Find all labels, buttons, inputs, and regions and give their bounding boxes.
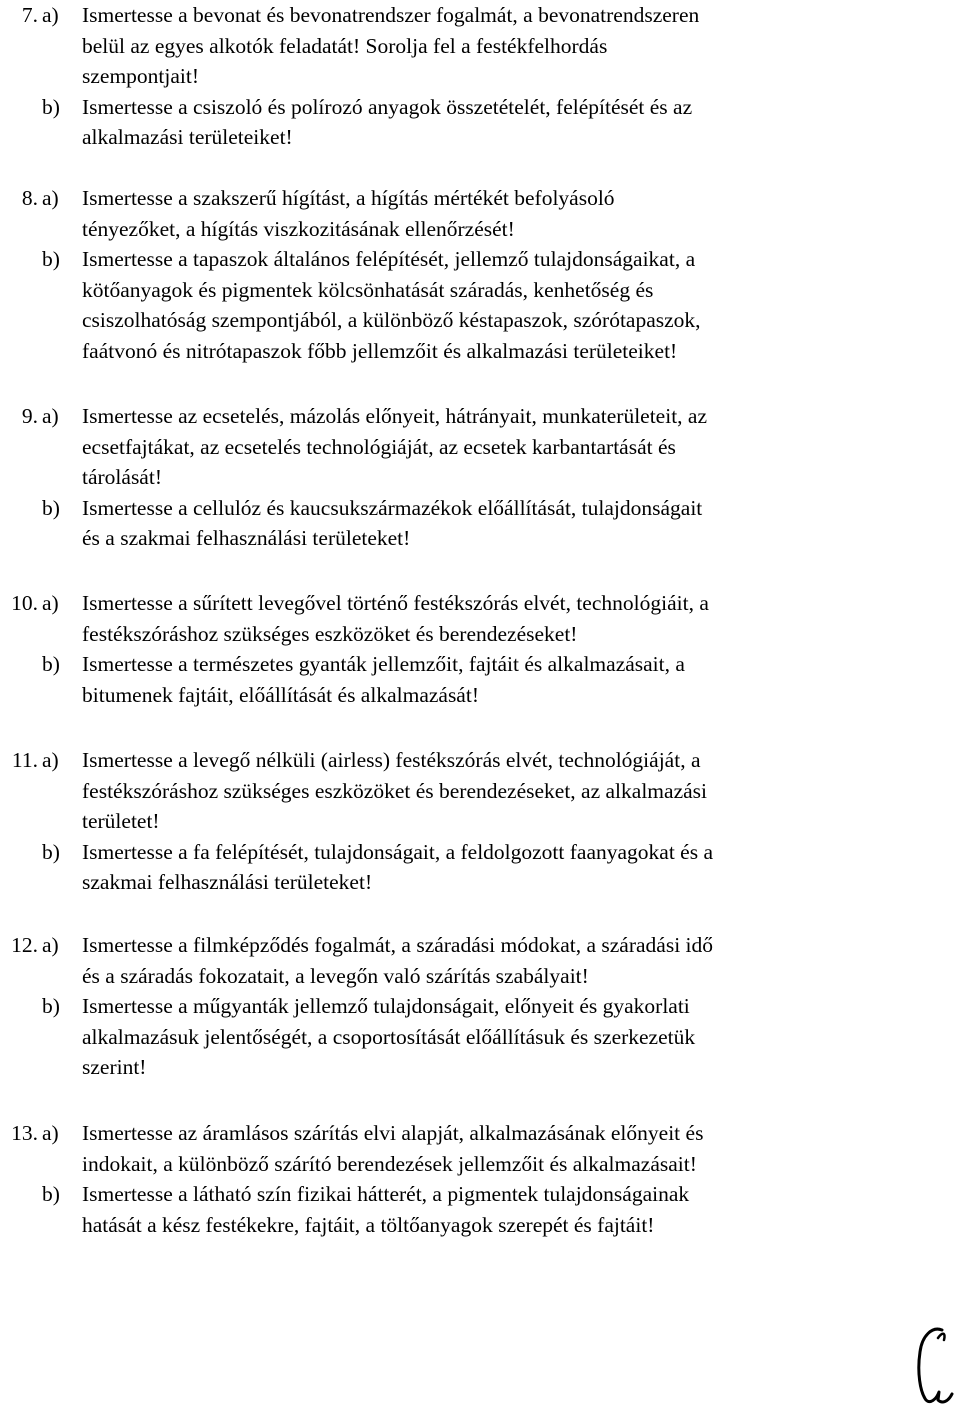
question-11 [0, 745, 960, 898]
question-13-part-b [0, 1179, 960, 1240]
question-10-part-a [0, 588, 960, 649]
text-line: indokait, a különböző szárító berendezések jellemzőit és alkalmazásait! [82, 1151, 697, 1176]
part-letter: a) [42, 933, 59, 957]
part-letter: b) [42, 94, 60, 119]
text-line: alkalmazásuk jelentőségét, a csoportosítását előállításuk és szerkezetük [82, 1024, 696, 1049]
part-text [82, 837, 882, 898]
question-13-part-a [0, 1118, 960, 1179]
question-8-part-a [0, 183, 960, 244]
question-11-part-b [0, 837, 960, 898]
text-line: alkalmazási területeiket! [82, 125, 293, 149]
text-line: Ismertesse a fa felépítését, tulajdonságait, a feldolgozott faanyagokat és a [82, 839, 714, 864]
part-text [82, 745, 882, 837]
question-12-part-b [0, 991, 960, 1083]
text-line: belül az egyes alkotók feladatát! Sorolja fel a festékfelhordás [82, 33, 608, 58]
text-line: faátvonó és nitrótapaszok főbb jellemzőit és alkalmazási területeiket! [82, 338, 678, 363]
text-line: tárolását! [82, 465, 162, 489]
part-letter: b) [42, 495, 60, 520]
text-line: Ismertesse a tapaszok általános felépítését, jellemző tulajdonságaikat, a [82, 247, 696, 271]
part-letter: b) [42, 994, 60, 1018]
part-text [82, 991, 882, 1083]
text-line: Ismertesse a cellulóz és kaucsukszármazékok előállítását, tulajdonságait [82, 495, 703, 520]
text-line: Ismertesse a természetes gyanták jellemzőit, fajtáit és alkalmazásait, a [82, 652, 685, 676]
text-line: tényezőket, a hígítás viszkozitásának ellenőrzését! [82, 216, 515, 241]
part-text [82, 588, 882, 649]
question-number: 12. [11, 933, 38, 957]
part-letter: a) [42, 404, 59, 428]
part-letter: a) [42, 748, 59, 772]
part-text [82, 1118, 882, 1179]
text-line: kötőanyagok és pigmentek kölcsönhatását száradás, kenhetőség és [82, 277, 654, 302]
text-line: Ismertesse a levegő nélküli (airless) festékszórás elvét, technológiáját, a [82, 748, 701, 772]
part-text [82, 0, 882, 92]
question-number: 7. [21, 3, 38, 27]
question-12-part-a [0, 930, 960, 991]
question-13 [0, 1118, 960, 1240]
text-line: és a szakmai felhasználási területeket! [82, 526, 411, 550]
question-7-part-b [0, 92, 960, 153]
part-text [82, 92, 882, 153]
question-7 [0, 0, 960, 153]
question-9-part-b [0, 493, 960, 554]
question-8-part-b [0, 244, 960, 366]
text-line: Ismertesse a műgyanták jellemző tulajdonságait, előnyeit és gyakorlati [82, 994, 690, 1018]
text-line: Ismertesse a sűrített levegővel történő festékszórás elvét, technológiáit, a [82, 591, 709, 615]
text-line: Ismertesse a filmképződés fogalmát, a száradási módokat, a száradási idő [82, 933, 714, 957]
part-letter: b) [42, 1182, 60, 1206]
question-10-part-b [0, 649, 960, 710]
text-line: ecsetfajtákat, az ecsetelés technológiáját, az ecsetek karbantartását és [82, 434, 676, 459]
part-letter: a) [42, 591, 59, 615]
text-line: bitumenek fajtáit, előállítását és alkalmazását! [82, 682, 479, 707]
part-letter: a) [42, 1121, 59, 1145]
part-text [82, 183, 882, 244]
question-number: 13. [11, 1121, 38, 1145]
question-11-part-a [0, 745, 960, 837]
text-line: Ismertesse a bevonat és bevonatrendszer fogalmát, a bevonatrendszeren [82, 3, 700, 27]
part-text [82, 244, 882, 366]
text-line: Ismertesse a látható szín fizikai hátterét, a pigmentek tulajdonságainak [82, 1182, 690, 1206]
text-line: csiszolhatóság szempontjából, a különböző késtapaszok, szórótapaszok, [82, 308, 701, 332]
part-text [82, 930, 882, 991]
question-12 [0, 930, 960, 1083]
part-letter: b) [42, 652, 60, 676]
text-line: festékszóráshoz szükséges eszközöket és berendezéseket, az alkalmazási [82, 778, 707, 803]
question-number: 9. [21, 404, 38, 428]
text-line: hatását a kész festékekre, fajtáit, a töltőanyagok szerepét és fajtáit! [82, 1212, 655, 1237]
text-line: Ismertesse a csiszoló és polírozó anyagok összetételét, felépítését és az [82, 94, 693, 119]
text-line: szerint! [82, 1055, 147, 1079]
question-number: 10. [11, 591, 38, 615]
text-line: területet! [82, 809, 160, 833]
part-letter: a) [42, 186, 59, 210]
question-9-part-a [0, 401, 960, 493]
text-line: Ismertesse az áramlásos szárítás elvi alapját, alkalmazásának előnyeit és [82, 1121, 704, 1145]
question-10 [0, 588, 960, 710]
part-text [82, 649, 882, 710]
question-number: 11. [11, 748, 38, 772]
question-9 [0, 401, 960, 554]
text-line: szempontjait! [82, 64, 200, 88]
text-line: Ismertesse a szakszerű hígítást, a hígítás mértékét befolyásoló [82, 186, 615, 210]
question-8 [0, 183, 960, 366]
question-7-part-a [0, 0, 960, 92]
part-letter: b) [42, 247, 60, 271]
question-number: 8. [21, 186, 38, 210]
part-text [82, 401, 882, 493]
part-letter: b) [42, 839, 60, 864]
part-text [82, 493, 882, 554]
part-text [82, 1179, 882, 1240]
handwritten-signature [912, 1322, 956, 1406]
text-line: és a száradás fokozatait, a levegőn való szárítás szabályait! [82, 963, 589, 988]
text-line: festékszóráshoz szükséges eszközöket és berendezéseket! [82, 621, 578, 646]
text-line: Ismertesse az ecsetelés, mázolás előnyeit, hátrányait, munkaterületeit, az [82, 404, 708, 428]
part-letter: a) [42, 3, 59, 27]
text-line: szakmai felhasználási területeket! [82, 870, 373, 894]
